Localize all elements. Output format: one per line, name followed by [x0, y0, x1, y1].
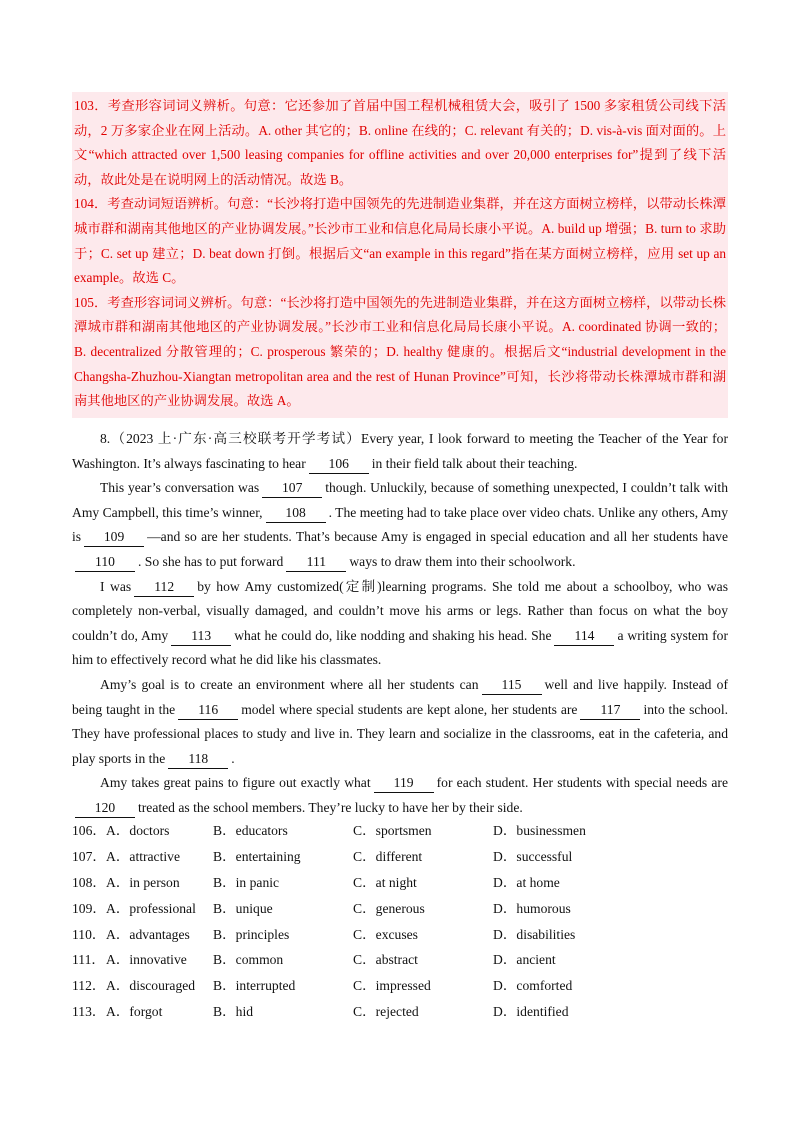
option-d: D．businessmen: [493, 823, 586, 838]
passage-paragraph-3: I was 112 by how Amy customized(定制)learning programs. She told me about a schoolboy, who was completely non-verbal, visually damaged, and couldn’t move his arms or legs. Rather than focus on what the boy couldn’t do, Amy 113 what he could do, like nodding and shaking his head. She 114 a writing system for him to effectively record what he did like his classmates.: [72, 578, 728, 668]
passage-paragraph-1: 8.（2023 上·广东·高三校联考开学考试）Every year, I look forward to meeting the Teacher of the Year for Washington. It’s always fascinating to hear 106 in their field talk about their teaching.: [72, 427, 728, 476]
option-row-110: [72, 922, 728, 948]
option-b: B．hid: [213, 1004, 254, 1020]
question-number: 106．: [72, 823, 106, 838]
option-a: A．professional: [106, 900, 196, 916]
option-b: B．unique: [213, 900, 273, 916]
option-a: A．discouraged: [106, 978, 196, 994]
option-a: A．innovative: [106, 952, 187, 968]
blank-112: 112: [134, 578, 194, 597]
option-a: A．attractive: [106, 848, 180, 864]
option-c: C．abstract: [353, 952, 418, 968]
option-d: D．humorous: [493, 900, 571, 916]
option-d: D．identified: [493, 1004, 569, 1020]
option-row-113: [72, 999, 728, 1025]
option-row-106: [72, 818, 728, 844]
option-b: B．interrupted: [213, 978, 296, 994]
passage-paragraph-2: This year’s conversation was 107 though. Unluckily, because of something unexpected, I couldn’t talk with Amy Campbell, this time’s winner, 108 . The meeting had to take place over video chats. Unlike any others, Amy is 109 —and so are her students. That’s because Amy is engaged in special education and all her students have110 . So she has to put forward 111 ways to draw them into their schoolwork.: [72, 476, 728, 574]
option-a: A．forgot: [106, 1004, 163, 1020]
option-d: D．successful: [493, 848, 573, 864]
option-row-111: [72, 947, 728, 973]
answer-104: 104．考查动词短语辨析。句意：“长沙将打造中国领先的先进制造业集群，并在这方面树立榜样，以带动长株潭城市群和湖南其他地区的产业协调发展。”长沙市工业和信息化局局长康小平说。A. build up 增强；B. turn to 求助于；C. set up 建立；D. beat down 打倒。根据后文“an example in this regard”指在某方面树立榜样，应用 set up an example。故选 C。: [74, 196, 726, 286]
blank-119: 119: [374, 774, 434, 793]
answer-options: [72, 818, 728, 1025]
blank-111: 111: [286, 553, 346, 572]
option-a: A．doctors: [106, 823, 170, 838]
option-c: C．different: [353, 848, 423, 864]
option-row-112: [72, 973, 728, 999]
question-number: 107．: [72, 848, 106, 864]
cloze-passage: [72, 427, 728, 821]
blank-117: 117: [580, 701, 640, 720]
option-d: D．ancient: [493, 952, 556, 968]
question-number: 109．: [72, 900, 106, 916]
option-d: D．at home: [493, 874, 560, 890]
option-d: D．disabilities: [493, 926, 576, 942]
option-b: B．principles: [213, 926, 290, 942]
option-a: A．in person: [106, 874, 180, 890]
blank-109: 109: [84, 528, 144, 547]
option-row-109: [72, 896, 728, 922]
blank-114: 114: [554, 627, 614, 646]
option-c: C．sportsmen: [353, 823, 432, 838]
blank-108: 108: [266, 504, 326, 523]
answer-105: 105．考查形容词词义辨析。句意：“长沙将打造中国领先的先进制造业集群，并在这方面树立榜样，以带动长株潭城市群和湖南其他地区的产业协调发展。”长沙市工业和信息化局局长康小平说。A. coordinated 协调一致的；B. decentralized 分散管理的；C. prosperous 繁荣的；D. healthy 健康的。根据后文“industrial development in the Changsha-Zhuzhou-Xiangtan metropolitan area and the rest of Hunan Province”可知，长沙将带动长株潭城市群和湖南其他地区的产业协调发展。故选 A。: [74, 294, 726, 409]
option-row-108: [72, 870, 728, 896]
option-b: B．educators: [213, 823, 288, 838]
option-c: C．excuses: [353, 926, 418, 942]
blank-110: 110: [75, 553, 135, 572]
option-b: B．entertaining: [213, 848, 301, 864]
blank-120: 120: [75, 799, 135, 818]
blank-116: 116: [178, 701, 238, 720]
option-c: C．impressed: [353, 978, 431, 994]
option-d: D．comforted: [493, 978, 573, 994]
option-b: B．common: [213, 952, 284, 968]
question-number: 112．: [72, 978, 106, 994]
option-c: C．at night: [353, 874, 417, 890]
option-row-107: [72, 844, 728, 870]
option-c: C．rejected: [353, 1004, 419, 1020]
question-number: 108．: [72, 874, 106, 890]
passage-paragraph-5: Amy takes great pains to figure out exactly what 119 for each student. Her students with special needs are120 treated as the school members. They’re lucky to have her by their side.: [72, 771, 728, 820]
question-number: 113．: [72, 1004, 106, 1020]
blank-113: 113: [171, 627, 231, 646]
option-c: C．generous: [353, 900, 425, 916]
blank-107: 107: [262, 479, 322, 498]
question-number: 111．: [72, 952, 105, 968]
blank-115: 115: [482, 676, 542, 695]
option-b: B．in panic: [213, 874, 280, 890]
option-a: A．advantages: [106, 926, 190, 942]
passage-paragraph-4: Amy’s goal is to create an environment where all her students can 115 well and live happily. Instead of being taught in the 116 model where special students are kept alone, her students are 117 into the school. They have professional places to study and live in. They learn and socialize in the classrooms, eat in the cafeteria, and play sports in the 118 .: [72, 673, 728, 771]
answer-explanations: [72, 92, 728, 418]
blank-106: 106: [309, 455, 369, 474]
blank-118: 118: [168, 750, 228, 769]
question-number: 110．: [72, 926, 106, 942]
answer-103: 103．考查形容词词义辨析。句意：它还参加了首届中国工程机械租赁大会，吸引了 1500 多家租赁公司线下活动，2 万多家企业在网上活动。A. other 其它的；B. online 在线的；C. relevant 有关的；D. vis-à-vis 面对面的。上文“which attracted over 1,500 leasing companies for offline activities and over 20,000 enterprises for”提到了线下活动，故此处是在说明网上的活动情况。故选 B。: [74, 98, 726, 187]
